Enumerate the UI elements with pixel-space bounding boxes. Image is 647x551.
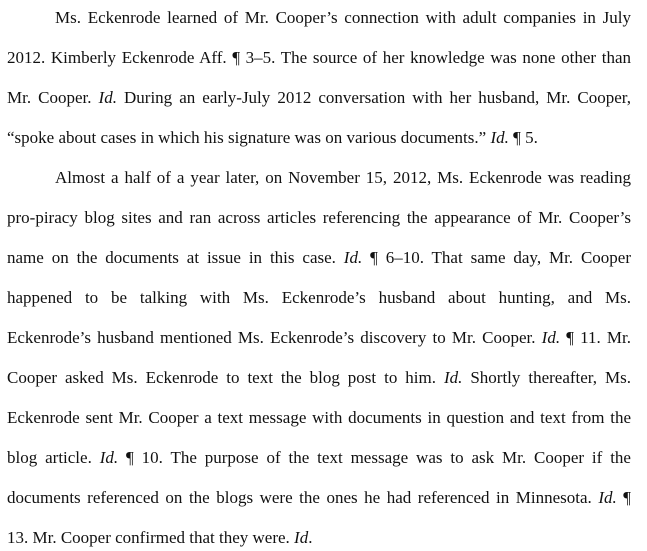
- text-line: Ms. Eckenrode learned of Mr. Cooper’s connection with adult companies in July: [55, 8, 631, 27]
- text-line: 13. Mr. Cooper confirmed that they were. Id.: [7, 528, 313, 547]
- citation-italic: Id.: [443, 368, 463, 387]
- text-line: Eckenrode’s husband mentioned Ms. Eckenrode’s discovery to Mr. Cooper. Id. ¶ 11. Mr.: [7, 328, 631, 347]
- text-line: Mr. Cooper. Id. During an early-July 2012 conversation with her husband, Mr. Cooper,: [7, 88, 631, 107]
- text-line: documents referenced on the blogs were the ones he had referenced in Minnesota. Id. ¶: [7, 488, 631, 507]
- citation-italic: Id.: [490, 128, 509, 147]
- text-line: pro-piracy blog sites and ran across articles referencing the appearance of Mr. Cooper’s: [7, 208, 631, 227]
- text-line: blog article. Id. ¶ 10. The purpose of the text message was to ask Mr. Cooper if the: [7, 448, 631, 467]
- text-line: 2012. Kimberly Eckenrode Aff. ¶ 3–5. The source of her knowledge was none other than: [7, 48, 631, 67]
- citation-italic: Id: [294, 528, 309, 547]
- citation-italic: Id.: [343, 248, 363, 267]
- text-line: Cooper asked Ms. Eckenrode to text the blog post to him. Id. Shortly thereafter, Ms.: [7, 368, 631, 387]
- text-line: Almost a half of a year later, on November 15, 2012, Ms. Eckenrode was reading: [55, 168, 631, 187]
- text-line: Eckenrode sent Mr. Cooper a text message with documents in question and text from the: [7, 408, 631, 427]
- text-line: happened to be talking with Ms. Eckenrode’s husband about hunting, and Ms.: [7, 288, 631, 307]
- citation-italic: Id.: [541, 328, 561, 347]
- text-line: “spoke about cases in which his signature was on various documents.” Id. ¶ 5.: [7, 128, 538, 147]
- citation-italic: Id.: [598, 488, 617, 507]
- citation-italic: Id.: [99, 448, 119, 467]
- text-line: name on the documents at issue in this case. Id. ¶ 6–10. That same day, Mr. Cooper: [7, 248, 631, 267]
- citation-italic: Id.: [98, 88, 117, 107]
